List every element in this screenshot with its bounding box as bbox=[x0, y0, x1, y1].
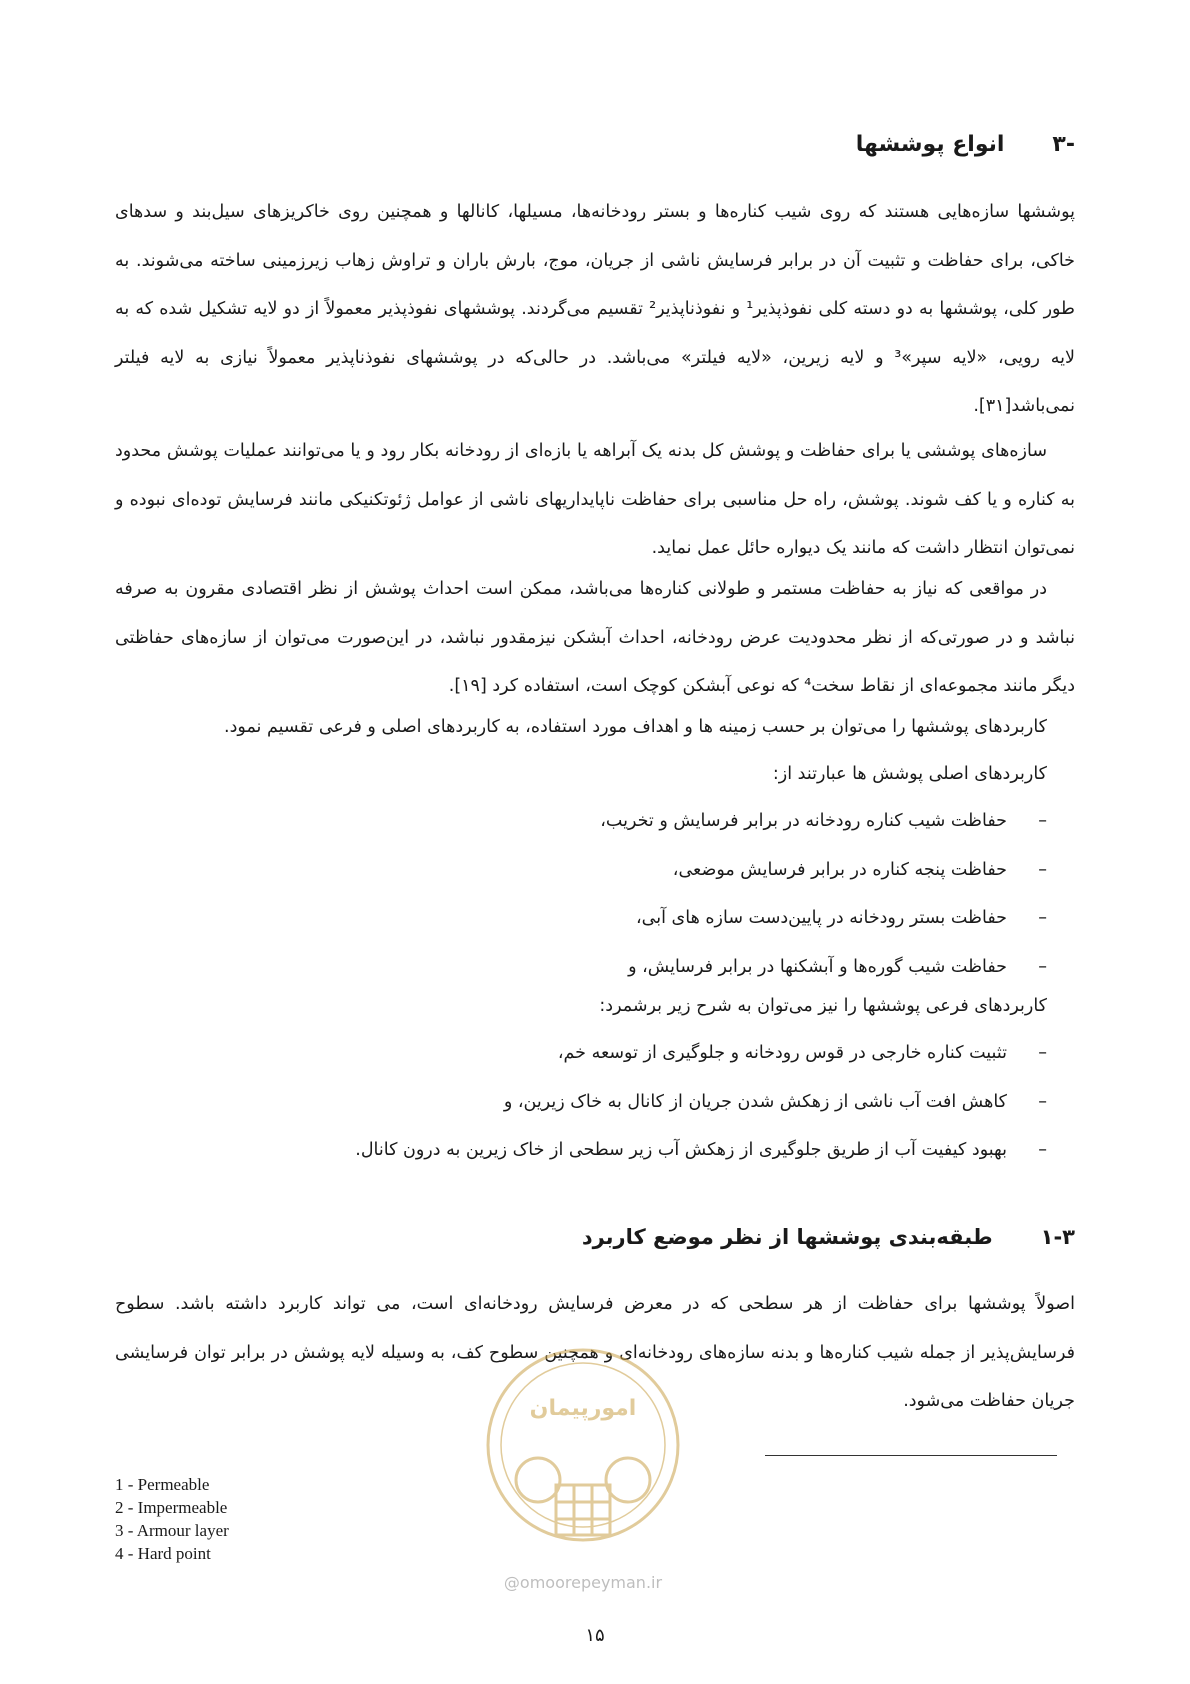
watermark-logo-icon bbox=[478, 1335, 688, 1565]
list-item: – تثبیت کناره خارجی در قوس رودخانه و جلوگیری از توسعه خم، bbox=[115, 1029, 1075, 1078]
dash-bullet: – bbox=[1038, 1140, 1047, 1160]
footnote-item: 4 - Hard point bbox=[115, 1544, 211, 1563]
paragraph-economics: در مواقعی که نیاز به حفاظت مستمر و طولانی کناره‌ها می‌باشد، ممکن است احداث پوشش از نظر اقتصادی مقرون به صرفه نباشد و در صورتی‌که از نظر محدودیت عرض رودخانه، احداث آبشکن نیزمقدور نباشد، در این‌صورت می‌توان از سازه‌های حفاظتی دیگر مانند مجموعه‌ای از نقاط سخت⁴ که نوعی آبشکن کوچک است، استفاده کرد [۱۹]. bbox=[115, 579, 1075, 696]
footnotes bbox=[115, 1473, 229, 1565]
footnote-item: 1 - Permeable bbox=[115, 1475, 210, 1494]
paragraph-uses: کاربردهای پوششها را می‌توان بر حسب زمینه ها و اهداف مورد استفاده، به کاربردهای اصلی و فرعی تقسیم نمود. bbox=[224, 717, 1047, 737]
watermark-url: @omoorepeyman.ir bbox=[503, 1573, 663, 1592]
paragraph-intro: پوششها سازه‌هایی هستند که روی شیب کناره‌ها و بستر رودخانه‌ها، مسیلها، کانالها و همچنین روی خاکریزهای سیل‌بند و سدهای خاکی، برای حفاظت و تثبیت آن در برابر فرسایش ناشی از جریان، موج، بارش باران و تراوش زهاب زیرزمینی ساخته می‌شوند. به طور کلی، پوششها به دو دسته کلی نفوذپذیر¹ و نفوذناپذیر² تقسیم می‌گردند. پوششهای نفوذپذیر معمولاً از دو لایه تشکیل شده که به لایه رویی، «لایه سپر»³ و لایه زیرین، «لایه فیلتر» می‌باشد. در حالی‌که در پوششهای نفوذناپذیر معمولاً نیازی به لایه فیلتر نمی‌باشد[۳۱]. bbox=[115, 202, 1075, 416]
list-item: – حفاظت شیب گوره‌ها و آبشکنها در برابر فرسایش، و bbox=[115, 943, 1075, 992]
dash-bullet: – bbox=[1038, 956, 1047, 977]
dash-bullet: – bbox=[1038, 1091, 1047, 1112]
footnote-item: 3 - Armour layer bbox=[115, 1521, 229, 1540]
subsection-heading bbox=[582, 1225, 1075, 1249]
footnote-divider bbox=[765, 1455, 1057, 1456]
secondary-uses-intro: کاربردهای فرعی پوششها را نیز می‌توان به شرح زیر برشمرد: bbox=[599, 996, 1047, 1016]
dash-bullet: – bbox=[1038, 1043, 1047, 1063]
dash-bullet: – bbox=[1038, 908, 1047, 928]
subsection-number: ۱-۳ bbox=[1040, 1225, 1075, 1249]
subsection-title: طبقه‌بندی پوششها از نظر موضع کاربرد bbox=[581, 1225, 993, 1249]
list-item: – کاهش افت آب ناشی از زهکش شدن جریان از کانال به خاک زیرین، و bbox=[115, 1078, 1075, 1127]
main-uses-intro: کاربردهای اصلی پوشش ها عبارتند از: bbox=[772, 764, 1047, 784]
list-item: – حفاظت بستر رودخانه در پایین‌دست سازه های آبی، bbox=[115, 894, 1075, 943]
paragraph-coverage: سازه‌های پوششی یا برای حفاظت و پوشش کل بدنه یک آبراهه یا بازه‌ای از رودخانه بکار رود و یا می‌توانند عملیات پوشش محدود به کناره و یا کف شوند. پوشش، راه حل مناسبی برای حفاظت ناپایداریهای ناشی از عوامل ژئوتکنیکی مانند فرسایش توده‌ای نبوده و نمی‌توان انتظار داشت که مانند یک دیواره حائل عمل نماید. bbox=[115, 441, 1075, 558]
list-item: – بهبود کیفیت آب از طریق جلوگیری از زهکش آب زیر سطحی از خاک زیرین به درون کانال. bbox=[115, 1126, 1075, 1175]
page-number: ۱۵ bbox=[585, 1625, 605, 1646]
dash-bullet: – bbox=[1038, 859, 1047, 880]
list-item: – حفاظت پنجه کناره در برابر فرسایش موضعی، bbox=[115, 846, 1075, 895]
paragraph-classification: اصولاً پوششها برای حفاظت از هر سطحی که در معرض فرسایش رودخانه‌ای است، می تواند کاربرد داشته باشد. سطوح فرسایش‌پذیر از جمله شیب کناره‌ها و بدنه سازه‌های رودخانه‌ای و همچنین سطوح کف، به وسیله لایه پوشش در برابر توان فرسایشی جریان حفاظت می‌شود. bbox=[115, 1294, 1075, 1411]
svg-text:امورپیمان: امورپیمان bbox=[529, 1396, 637, 1421]
watermark bbox=[478, 1335, 688, 1605]
list-item: – حفاظت شیب کناره رودخانه در برابر فرسایش و تخریب، bbox=[115, 797, 1075, 846]
main-uses-list bbox=[115, 797, 1075, 991]
section-heading bbox=[856, 132, 1075, 157]
section-number: -۳ bbox=[1052, 132, 1075, 157]
footnote-item: 2 - Impermeable bbox=[115, 1498, 228, 1517]
dash-bullet: – bbox=[1038, 811, 1047, 831]
section-title: انواع پوششها bbox=[855, 132, 1005, 157]
secondary-uses-list bbox=[115, 1029, 1075, 1175]
